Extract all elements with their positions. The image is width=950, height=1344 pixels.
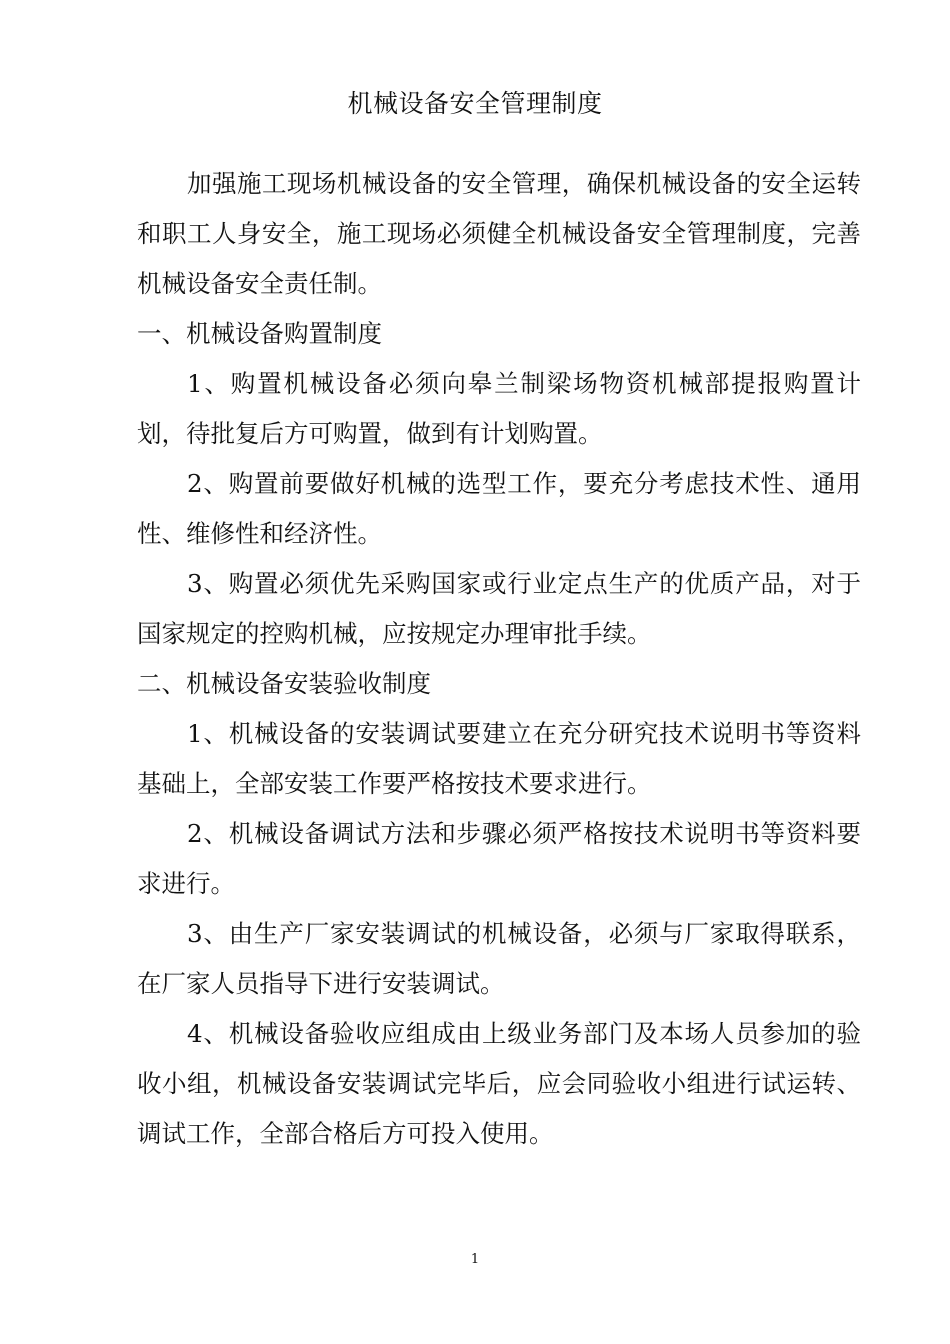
intro-paragraph: 加强施工现场机械设备的安全管理，确保机械设备的安全运转和职工人身安全，施工现场必须健全机械设备安全管理制度，完善机械设备安全责任制。 bbox=[137, 169, 861, 298]
section-heading-installation: 二、机械设备安装验收制度 bbox=[137, 669, 431, 698]
document-body bbox=[137, 159, 861, 1159]
installation-item-4: 4、机械设备验收应组成由上级业务部门及本场人员参加的验收小组，机械设备安装调试完毕后，应会同验收小组进行试运转、调试工作，全部合格后方可投入使用。 bbox=[137, 1019, 861, 1148]
document-title: 机械设备安全管理制度 bbox=[347, 89, 603, 118]
page-number: 1 bbox=[470, 1252, 480, 1267]
installation-item-1: 1、机械设备的安装调试要建立在充分研究技术说明书等资料基础上，全部安装工作要严格按技术要求进行。 bbox=[137, 719, 861, 798]
purchase-item-3: 3、购置必须优先采购国家或行业定点生产的优质产品，对于国家规定的控购机械，应按规定办理审批手续。 bbox=[137, 569, 861, 648]
purchase-item-2: 2、购置前要做好机械的选型工作，要充分考虑技术性、通用性、维修性和经济性。 bbox=[137, 469, 861, 548]
installation-item-3: 3、由生产厂家安装调试的机械设备，必须与厂家取得联系，在厂家人员指导下进行安装调试。 bbox=[137, 919, 861, 998]
installation-item-2: 2、机械设备调试方法和步骤必须严格按技术说明书等资料要求进行。 bbox=[137, 819, 861, 898]
section-heading-purchase: 一、机械设备购置制度 bbox=[137, 319, 382, 348]
purchase-item-1: 1、购置机械设备必须向皋兰制梁场物资机械部提报购置计划，待批复后方可购置，做到有计划购置。 bbox=[137, 369, 861, 448]
